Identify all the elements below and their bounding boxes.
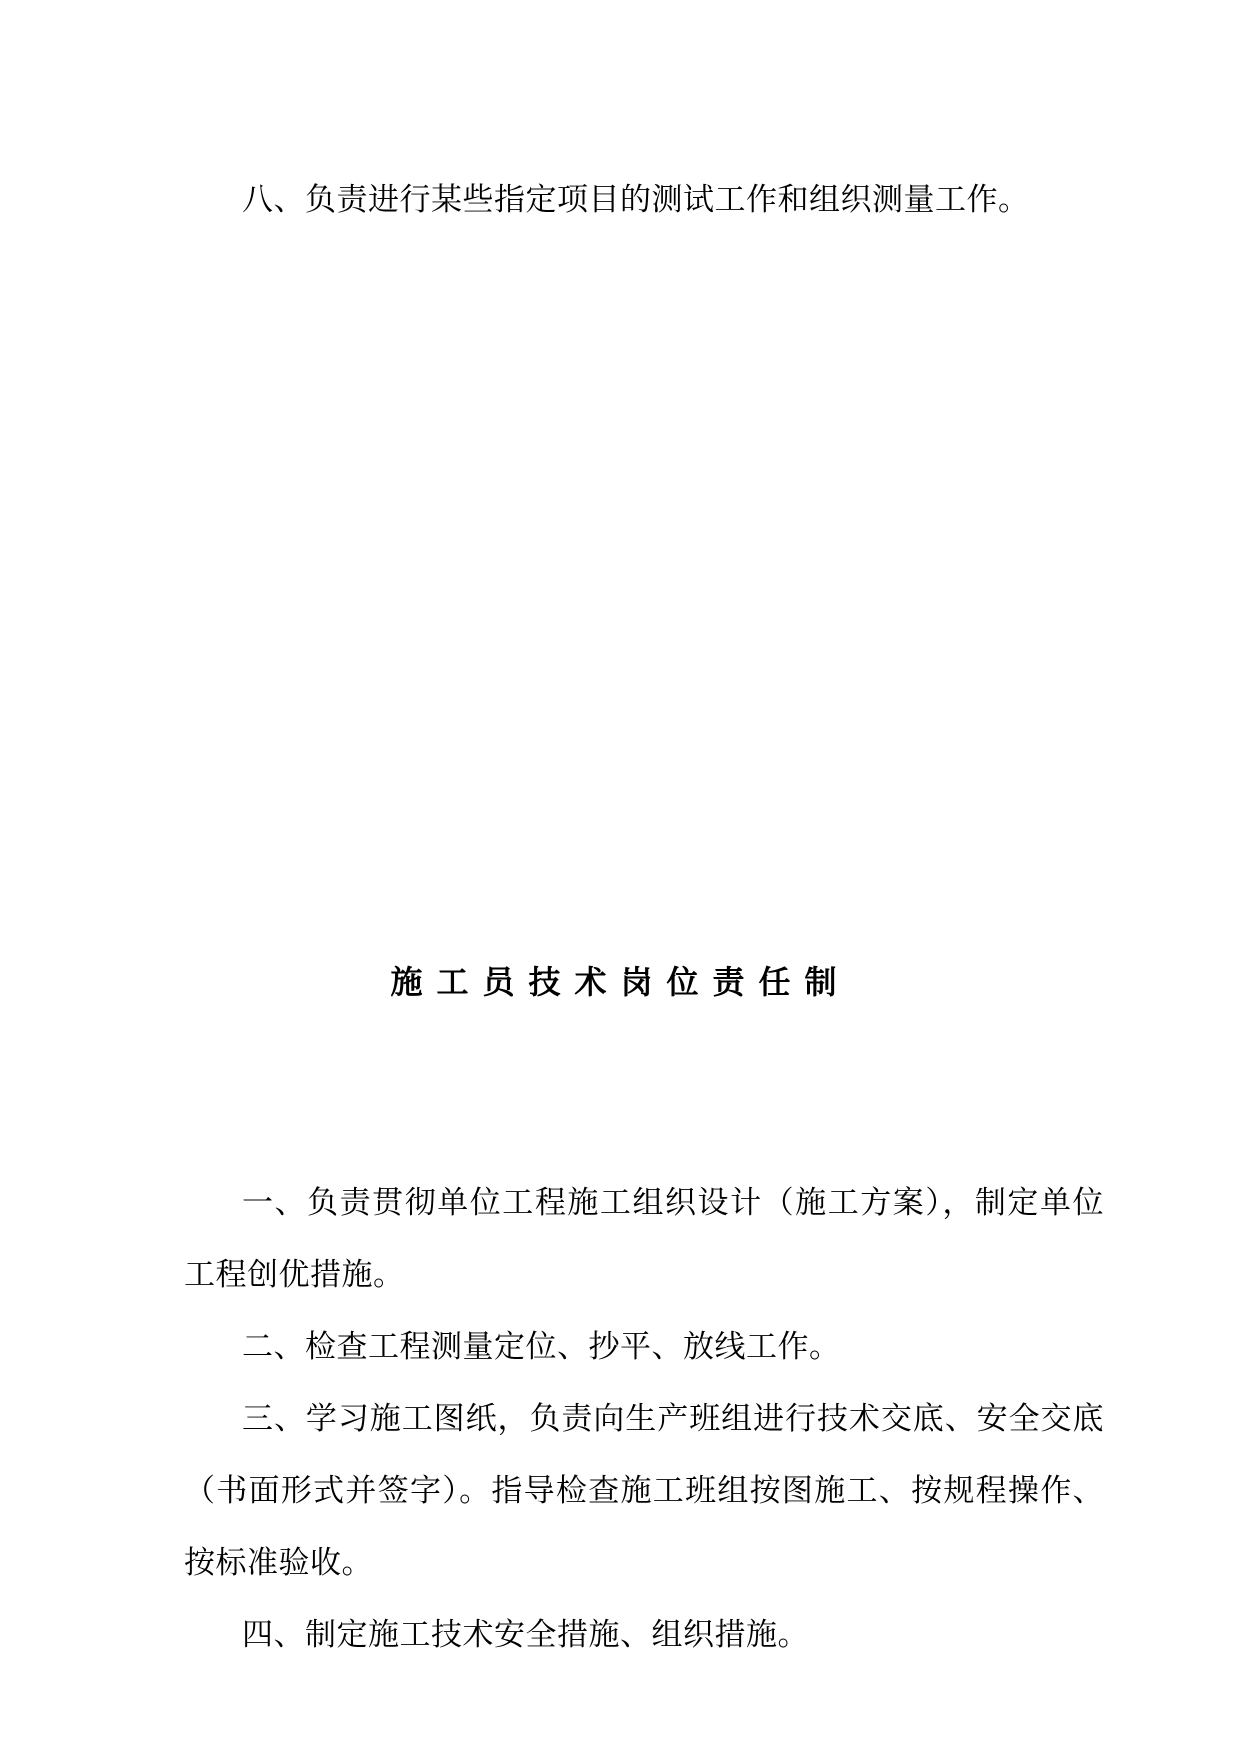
paragraph-item-1: 一、负责贯彻单位工程施工组织设计（施工方案），制定单位工程创优措施。 [184, 1185, 1104, 1293]
section-title: 施工员技术岗位责任制 [390, 963, 851, 1001]
paragraph-item-3: 三、学习施工图纸，负责向生产班组进行技术交底、安全交底（书面形式并签字）。指导检查施工班组按图施工、按规程操作、按标准验收。 [184, 1401, 1104, 1581]
paragraph-item-4: 四、制定施工技术安全措施、组织措施。 [242, 1617, 809, 1653]
paragraph-item-8: 八、负责进行某些指定项目的测试工作和组织测量工作。 [242, 182, 1030, 218]
paragraph-item-2: 二、检查工程测量定位、抄平、放线工作。 [242, 1329, 841, 1365]
